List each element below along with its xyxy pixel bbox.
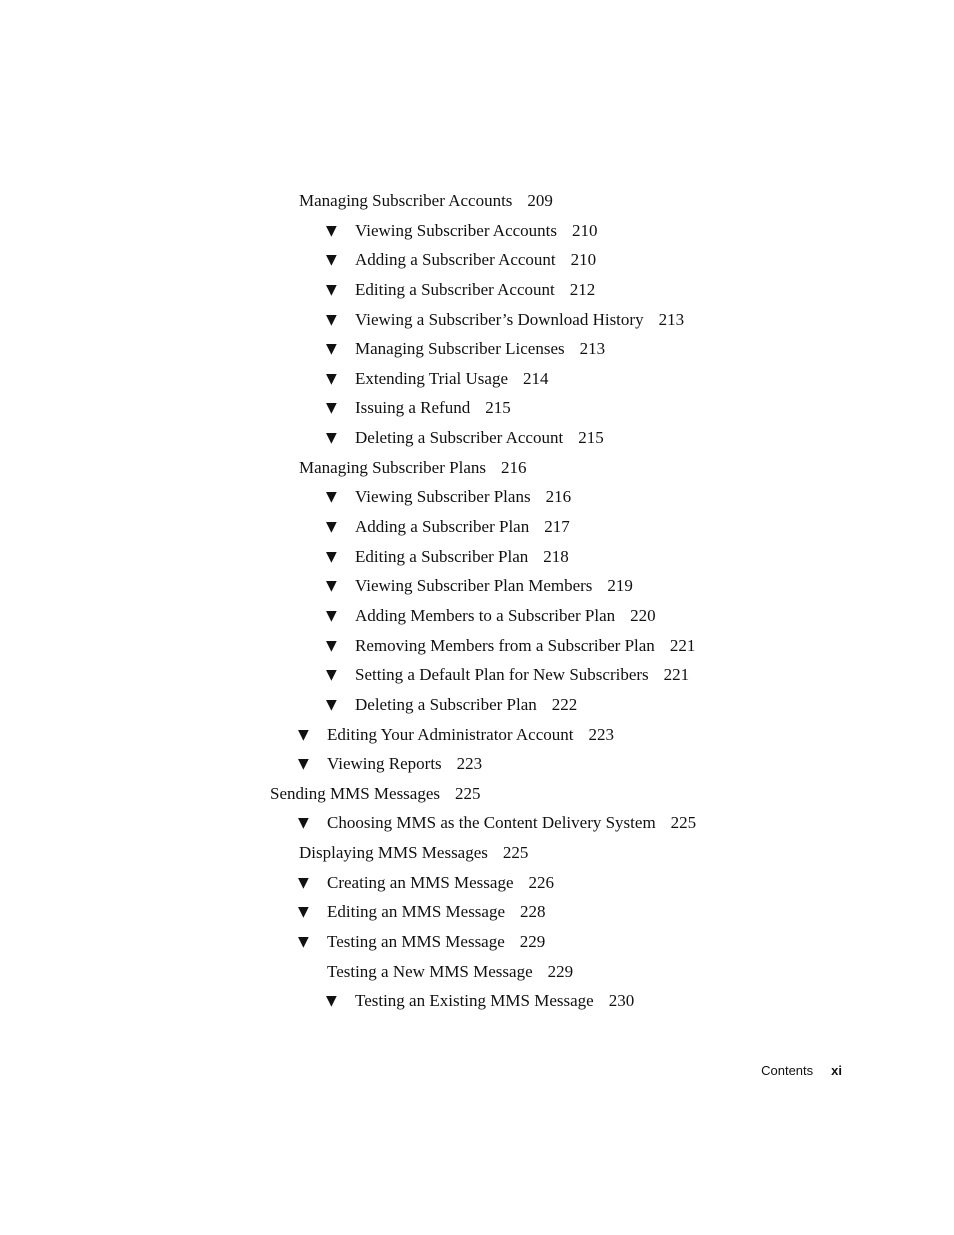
toc-entry-page-number: 226 [528,872,555,892]
toc-entry-page-number: 214 [523,368,549,388]
toc-entry[interactable] [0,633,954,663]
triangle-bullet-icon: ▼ [326,548,337,565]
toc-entry-page-number: 217 [544,517,570,537]
toc-entry-title: Deleting a Subscriber Account [355,428,564,448]
toc-entry-text [327,722,614,748]
triangle-bullet-icon: ▼ [326,252,337,269]
toc-entry-title: Viewing Subscriber Plan Members [355,576,593,596]
toc-entry-title: Adding a Subscriber Account [355,250,556,270]
toc-entry-title: Adding a Subscriber Plan [355,517,530,537]
toc-entry-title: Viewing Reports [327,754,442,774]
toc-entry-page-number: 213 [579,339,606,359]
triangle-bullet-icon: ▼ [326,696,337,713]
toc-entry-page-number: 215 [485,398,511,418]
toc-entry-page-number: 223 [588,724,614,744]
toc-entry[interactable] [0,988,954,1018]
triangle-bullet-icon: ▼ [326,400,337,417]
toc-entry-page-number: 230 [608,991,635,1011]
toc-entry-page-number: 213 [658,309,685,329]
toc-entry-text [299,188,553,214]
toc-entry-title: Displaying MMS Messages [299,843,488,863]
toc-entry-text [355,247,596,273]
toc-entry-text [299,455,526,481]
toc-entry[interactable] [0,455,954,485]
triangle-bullet-icon: ▼ [326,341,337,358]
triangle-bullet-icon: ▼ [298,934,309,951]
toc-entry[interactable] [0,722,954,752]
triangle-bullet-icon: ▼ [326,281,337,298]
triangle-bullet-icon: ▼ [326,667,337,684]
triangle-bullet-icon: ▼ [326,993,337,1010]
toc-entry-text [355,692,577,718]
toc-entry-title: Editing a Subscriber Plan [355,546,529,566]
toc-entry-page-number: 220 [630,605,656,625]
page-footer [761,1063,842,1078]
toc-entry-title: Removing Members from a Subscriber Plan [355,635,655,655]
toc-entry[interactable] [0,899,954,929]
triangle-bullet-icon: ▼ [298,756,309,773]
toc-entry[interactable] [0,662,954,692]
toc-entry-text [355,336,605,362]
toc-entry-page-number: 216 [500,457,527,477]
toc-entry-title: Managing Subscriber Plans [299,457,486,477]
toc-entry-page-number: 229 [547,961,574,981]
toc-entry-page-number: 219 [607,576,633,596]
toc-entry[interactable] [0,603,954,633]
toc-entry[interactable] [0,395,954,425]
triangle-bullet-icon: ▼ [298,726,309,743]
toc-entry-page-number: 210 [570,250,597,270]
triangle-bullet-icon: ▼ [326,430,337,447]
toc-entry-text [327,959,573,985]
triangle-bullet-icon: ▼ [326,578,337,595]
toc-entry-title: Testing an Existing MMS Message [355,991,594,1011]
toc-entry-text [355,514,570,540]
toc-entry-page-number: 215 [578,428,604,448]
toc-entry-text [355,307,684,333]
toc-entry-page-number: 216 [545,487,572,507]
toc-entry-text [327,870,554,896]
triangle-bullet-icon: ▼ [326,519,337,536]
toc-entry-text [355,603,656,629]
triangle-bullet-icon: ▼ [326,311,337,328]
toc-entry-text [327,751,482,777]
triangle-bullet-icon: ▼ [326,370,337,387]
toc-entry-title: Testing an MMS Message [327,932,505,952]
toc-entry-text [355,573,633,599]
toc-entry-title: Editing an MMS Message [327,902,506,922]
toc-entry-text [355,277,595,303]
toc-entry-title: Editing Your Administrator Account [327,724,574,744]
triangle-bullet-icon: ▼ [326,489,337,506]
toc-entry[interactable] [0,870,954,900]
toc-entry-title: Viewing Subscriber Accounts [355,220,557,240]
toc-entry[interactable] [0,218,954,248]
toc-entry-text [355,633,695,659]
toc-entry[interactable] [0,425,954,455]
toc-entry-title: Extending Trial Usage [355,368,508,388]
toc-entry[interactable] [0,840,954,870]
triangle-bullet-icon: ▼ [326,222,337,239]
toc-entry-page-number: 221 [669,635,696,655]
toc-entry-text [355,988,634,1014]
toc-entry-title: Viewing a Subscriber’s Download History [355,309,644,329]
toc-entry-text [355,544,569,570]
footer-label: Contents [761,1063,814,1078]
toc-entry-page-number: 209 [527,191,553,210]
triangle-bullet-icon: ▼ [298,874,309,891]
toc-entry[interactable] [0,929,954,959]
toc-entry-page-number: 223 [456,754,483,774]
footer-page-number: xi [831,1063,842,1078]
toc-entry[interactable] [0,247,954,277]
toc-entry[interactable] [0,692,954,722]
toc-entry[interactable] [0,188,954,218]
toc-entry-title: Setting a Default Plan for New Subscribers [355,665,649,685]
toc-entry-title: Deleting a Subscriber Plan [355,694,537,714]
toc-entry-text [270,781,481,807]
toc-entry-page-number: 222 [551,694,578,714]
toc-entry-page-number: 210 [572,220,598,240]
toc-entry-title: Editing a Subscriber Account [355,279,555,299]
toc-entry-title: Managing Subscriber Accounts [299,191,513,210]
toc-entry-title: Managing Subscriber Licenses [355,339,565,359]
toc-entry[interactable] [0,544,954,574]
toc-entry-page-number: 229 [519,932,546,952]
toc-entry[interactable] [0,810,954,840]
triangle-bullet-icon: ▼ [298,904,309,921]
triangle-bullet-icon: ▼ [298,815,309,832]
toc-entry-page-number: 218 [543,546,569,566]
toc-entry[interactable] [0,366,954,396]
toc-entry-text [355,218,598,244]
toc-entry[interactable] [0,277,954,307]
toc-entry-title: Issuing a Refund [355,398,471,418]
toc-entry-text [327,810,696,836]
toc-entry-text [327,929,545,955]
toc-entry-text [327,899,546,925]
toc-entry-page-number: 225 [502,843,529,863]
toc-entry-page-number: 228 [520,902,546,922]
toc-entry-text [355,662,689,688]
toc-entry-page-number: 225 [455,783,481,803]
toc-entry-title: Creating an MMS Message [327,872,514,892]
toc-entry[interactable] [0,573,954,603]
toc-entry-page-number: 225 [670,813,697,833]
toc-entry-title: Adding Members to a Subscriber Plan [355,605,616,625]
toc-entry-title: Testing a New MMS Message [327,961,533,981]
toc-entry[interactable] [0,781,954,811]
toc-entry-text [299,840,528,866]
toc-entry[interactable] [0,307,954,337]
toc-entry-page-number: 212 [569,279,596,299]
toc-entry-title: Viewing Subscriber Plans [355,487,531,507]
toc-entry-text [355,484,571,510]
toc-entry-text [355,395,511,421]
toc-entry[interactable] [0,484,954,514]
toc-entry-page-number: 221 [663,665,690,685]
toc-entry[interactable] [0,336,954,366]
toc-entry[interactable] [0,751,954,781]
toc-entry-text [355,366,549,392]
toc-entry-title: Choosing MMS as the Content Delivery System [327,813,656,833]
triangle-bullet-icon: ▼ [326,637,337,654]
table-of-contents [0,188,954,1018]
toc-entry-text [355,425,604,451]
toc-entry[interactable] [0,959,954,989]
toc-entry-title: Sending MMS Messages [270,783,441,803]
triangle-bullet-icon: ▼ [326,607,337,624]
toc-entry[interactable] [0,514,954,544]
